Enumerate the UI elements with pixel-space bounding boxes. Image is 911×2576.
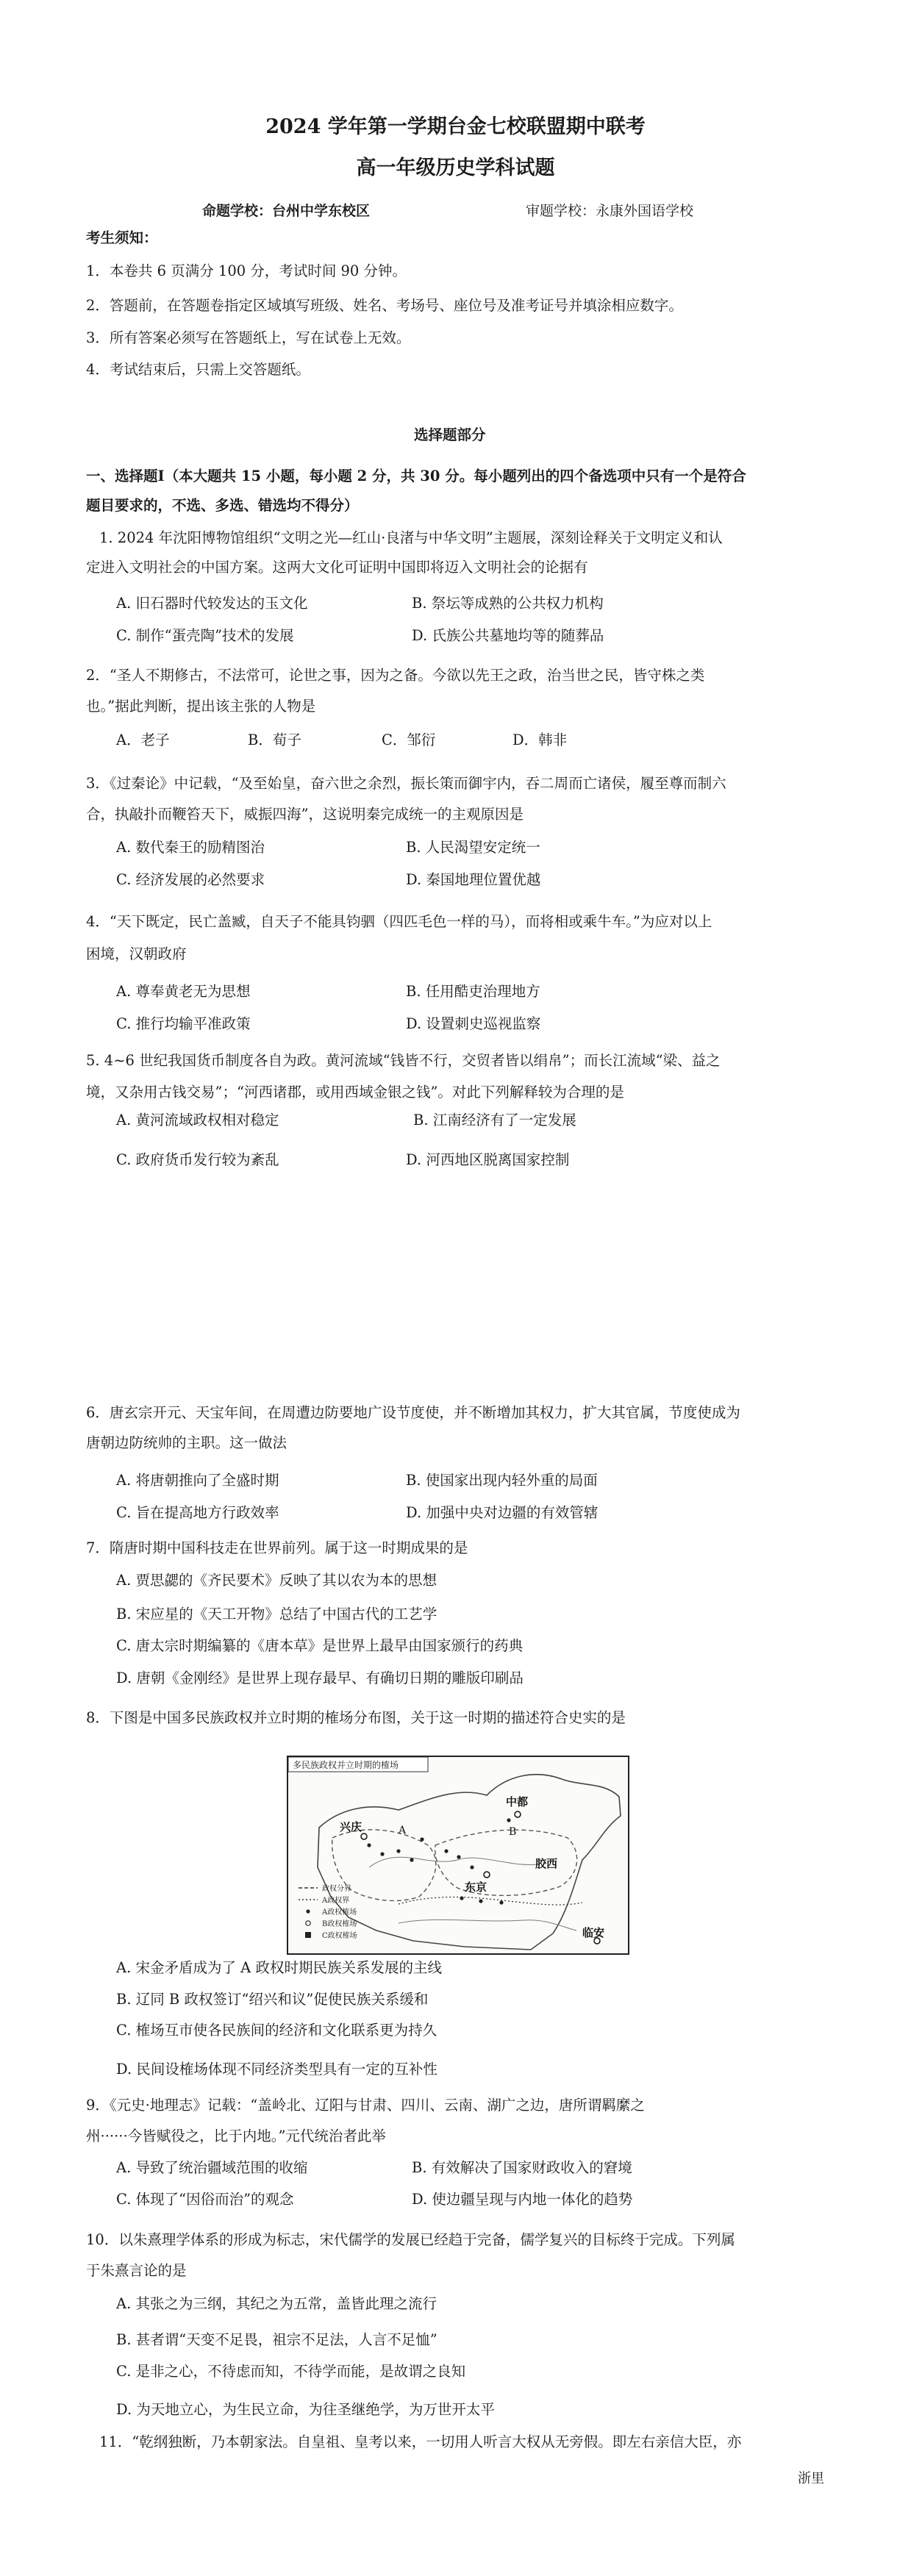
option-b: B. 江南经济有了一定发展 — [413, 1112, 576, 1128]
question-stem: 10．以朱熹理学体系的形成为标志，宋代儒学的发展已经趋于完备，儒学复兴的目标终于完成。下列属 — [86, 2231, 735, 2248]
question-stem: 合，执敲扑而鞭笞天下，威振四海”，这说明秦完成统一的主观原因是 — [86, 806, 524, 823]
option-b: B. 祭坛等成熟的公共权力机构 — [412, 595, 604, 612]
reviewer-school: 审题学校：永康外国语学校 — [526, 203, 694, 219]
option-c: C. 体现了“因俗而治”的观念 — [116, 2191, 294, 2208]
question-stem: 6．唐玄宗开元、天宝年间，在周遭边防要地广设节度使，并不断增加其权力，扩大其官属，节度使成为 — [86, 1404, 740, 1421]
legend-item: 政权分界 — [322, 1885, 351, 1893]
question-stem: 5. 4~6 世纪我国货币制度各自为政。黄河流域“钱皆不行，交贸者皆以绢帛”；而长江流域“梁、益之 — [86, 1052, 721, 1069]
map-graphic — [288, 1757, 628, 1953]
question-stem: 1. 2024 年沈阳博物馆组织“文明之光—红山·良渚与中华文明”主题展，深刻诠释关于文明定义和认 — [99, 529, 723, 546]
option-c: C. 唐太宗时期编纂的《唐本草》是世界上最早由国家颁行的药典 — [116, 1637, 524, 1654]
option-d: D. 为天地立心，为生民立命，为往圣继绝学，为万世开太平 — [116, 2401, 495, 2418]
exam-subtitle: 高一年级历史学科试题 — [356, 157, 555, 179]
map-label-xingqing: 兴庆 — [340, 1820, 362, 1833]
option-d: D. 秦国地理位置优越 — [406, 871, 541, 888]
section-heading: 一、选择题Ⅰ（本大题共 15 小题，每小题 2 分，共 30 分。每小题列出的四个备选项中只有一个是符合 — [86, 468, 746, 484]
option-b: B．荀子 — [248, 731, 301, 748]
exam-title: 2024 学年第一学期台金七校联盟期中联考 — [265, 115, 646, 138]
option-a: A. 尊奉黄老无为思想 — [116, 983, 251, 1000]
option-c: C. 制作“蛋壳陶”技术的发展 — [116, 627, 294, 644]
question-stem: 定进入文明社会的中国方案。这两大文化可证明中国即将迈入文明社会的论据有 — [86, 559, 588, 576]
option-d: D. 唐朝《金刚经》是世界上现存最早、有确切日期的雕版印刷品 — [116, 1670, 524, 1686]
legend-item: C政权榷场 — [322, 1932, 357, 1940]
option-a: A. 将唐朝推向了全盛时期 — [116, 1472, 279, 1489]
question-stem: 4．“天下既定，民亡盖臧，自天子不能具钧驷（四匹毛色一样的马），而将相或乘牛车。”为应对以上 — [86, 913, 712, 930]
section-heading: 题目要求的，不选、多选、错选均不得分） — [86, 497, 359, 514]
notice-item: 3．所有答案必须写在答题纸上，写在试卷上无效。 — [86, 329, 411, 346]
option-d: D. 氏族公共墓地均等的随葬品 — [412, 627, 604, 644]
legend-item: A政权界 — [322, 1897, 350, 1905]
trade-market-map — [287, 1756, 629, 1955]
legend-item: A政权榷场 — [322, 1908, 357, 1917]
notice-item: 1．本卷共 6 页满分 100 分，考试时间 90 分钟。 — [86, 262, 407, 279]
question-stem: 境，又杂用古钱交易”；“河西诸郡，或用西域金银之钱”。对此下列解释较为合理的是 — [86, 1084, 624, 1101]
setter-school: 命题学校：台州中学东校区 — [202, 203, 371, 219]
option-b: B. 辽同 B 政权签订“绍兴和议”促使民族关系缓和 — [116, 1991, 429, 2008]
option-d: D. 民间设榷场体现不同经济类型具有一定的互补性 — [116, 2061, 437, 2078]
notice-item: 4．考试结束后，只需上交答题纸。 — [86, 361, 310, 378]
option-b: B. 使国家出现内轻外重的局面 — [406, 1472, 598, 1489]
option-a: A. 其张之为三纲，其纪之为五常，盖皆此理之流行 — [116, 2295, 437, 2312]
question-stem: 2．“圣人不期修古，不法常可，论世之事，因为之备。今欲以先王之政，治当世之民，皆守株之类 — [86, 667, 705, 684]
option-d: D. 使边疆呈现与内地一体化的趋势 — [412, 2191, 633, 2208]
question-stem: 9．《元史·地理志》记载：“盖岭北、辽阳与甘肃、四川、云南、湖广之边，唐所谓羁縻之 — [86, 2097, 645, 2114]
option-a: A. 宋金矛盾成为了 A 政权时期民族关系发展的主线 — [116, 1959, 442, 1976]
option-b: B. 有效解决了国家财政收入的窘境 — [412, 2159, 632, 2176]
option-d: D. 设置刺史巡视监察 — [406, 1015, 541, 1032]
option-c: C．邹衍 — [382, 731, 436, 748]
question-stem: 也。”据此判断，提出该主张的人物是 — [86, 698, 316, 715]
page-footer: 浙里 — [798, 2471, 824, 2486]
map-label-jiaoxi: 胶西 — [535, 1857, 558, 1870]
map-title: 多民族政权并立时期的榷场 — [293, 1760, 399, 1770]
option-d: D．韩非 — [512, 731, 568, 748]
map-label-zhongdu: 中都 — [506, 1795, 529, 1808]
option-c: C. 旨在提高地方行政效率 — [116, 1504, 279, 1521]
option-b: B. 宋应星的《天工开物》总结了中国古代的工艺学 — [116, 1606, 437, 1622]
map-label-linan: 临安 — [582, 1926, 605, 1939]
option-a: A. 导致了统治疆域范围的收缩 — [116, 2159, 308, 2176]
option-d: D. 加强中央对边疆的有效管辖 — [406, 1504, 599, 1521]
option-a: A. 旧石器时代较发达的玉文化 — [116, 595, 308, 612]
option-c: C. 推行均输平准政策 — [116, 1015, 251, 1032]
question-stem: 8．下图是中国多民族政权并立时期的榷场分布图，关于这一时期的描述符合史实的是 — [86, 1709, 626, 1726]
map-label-a: A — [399, 1825, 407, 1836]
question-stem: 11．“乾纲独断，乃本朝家法。自皇祖、皇考以来，一切用人听言大权从无旁假。即左右亲信大臣，亦 — [99, 2433, 742, 2450]
notice-heading: 考生须知： — [86, 229, 158, 246]
part-title: 选择题部分 — [414, 426, 486, 443]
question-stem: 于朱熹言论的是 — [86, 2262, 187, 2279]
option-b: B. 甚者谓“天变不足畏，祖宗不足法，人言不足恤” — [116, 2331, 437, 2348]
option-a: A．老子 — [116, 731, 170, 748]
question-stem: 州······今皆赋役之，比于内地。”元代统治者此举 — [86, 2128, 386, 2144]
option-c: C. 是非之心，不待虑而知，不待学而能，是故谓之良知 — [116, 2363, 466, 2380]
notice-item: 2．答题前，在答题卷指定区域填写班级、姓名、考场号、座位号及准考证号并填涂相应数字。 — [86, 297, 683, 314]
question-stem: 唐朝边防统帅的主职。这一做法 — [86, 1434, 287, 1451]
option-d: D. 河西地区脱离国家控制 — [406, 1151, 570, 1168]
option-c: C. 政府货币发行较为紊乱 — [116, 1151, 279, 1168]
option-c: C. 榷场互市使各民族间的经济和文化联系更为持久 — [116, 2022, 437, 2039]
option-c: C. 经济发展的必然要求 — [116, 871, 265, 888]
legend-item: B政权榷场 — [322, 1920, 357, 1928]
map-label-b: B — [509, 1826, 517, 1838]
question-stem: 7．隋唐时期中国科技走在世界前列。属于这一时期成果的是 — [86, 1539, 468, 1556]
option-a: A. 黄河流域政权相对稳定 — [116, 1112, 279, 1128]
question-stem: 困境，汉朝政府 — [86, 945, 187, 962]
map-label-dongjing: 东京 — [465, 1881, 487, 1894]
option-a: A. 数代秦王的励精图治 — [116, 839, 265, 856]
option-b: B. 任用酷吏治理地方 — [406, 983, 540, 1000]
option-b: B. 人民渴望安定统一 — [406, 839, 540, 856]
question-stem: 3．《过秦论》中记载，“及至始皇，奋六世之余烈，振长策而御宇内，吞二周而亡诸侯，履至尊而制六 — [86, 775, 726, 792]
option-a: A. 贾思勰的《齐民要术》反映了其以农为本的思想 — [116, 1572, 437, 1589]
